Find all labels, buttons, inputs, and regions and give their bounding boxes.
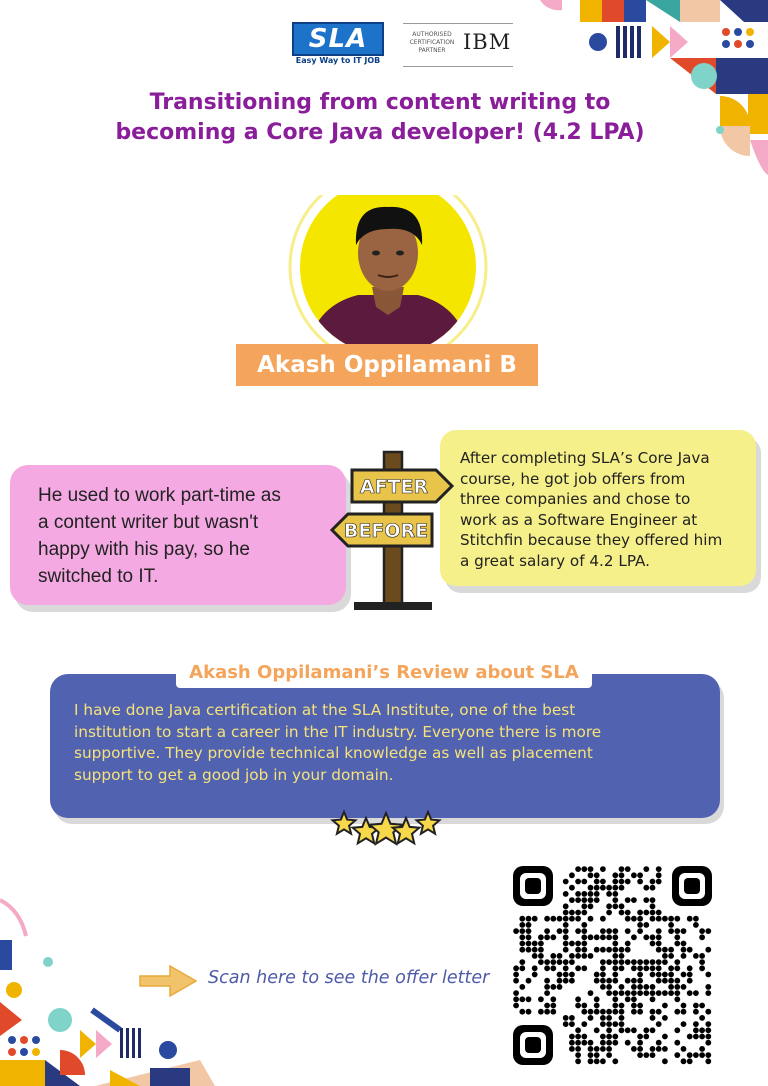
- after-line-2: course, he got job offers from: [460, 469, 686, 488]
- title-line-1: Transitioning from content writing to: [149, 90, 611, 115]
- after-line-4: work as a Software Engineer at: [460, 510, 698, 529]
- signpost-illustration: [328, 448, 456, 614]
- after-line-5: Stitchfin because they offered him: [460, 531, 723, 549]
- sla-logo: [292, 22, 384, 65]
- scan-instruction: Scan here to see the offer letter: [208, 968, 490, 988]
- star-icon: [393, 818, 420, 843]
- profile-photo: [288, 195, 488, 345]
- review-text: [74, 700, 704, 786]
- star-icon: [333, 812, 356, 834]
- before-line-2: a content writer but wasn't: [38, 512, 259, 533]
- review-line-4: support to get a good job in your domain.: [74, 765, 394, 784]
- ibm-certification-text: AUTHORISED CERTIFICATION PARTNER: [409, 31, 455, 54]
- page-title: [60, 88, 700, 148]
- sla-tagline: Easy Way to IT JOB: [295, 56, 381, 65]
- offer-letter-qr-code[interactable]: [509, 862, 716, 1069]
- before-sign-label: BEFORE: [343, 520, 429, 542]
- review-line-2: institution to start a career in the IT industry. Everyone there is more: [74, 722, 602, 741]
- ibm-partner-logo: [403, 23, 513, 67]
- review-title: Akash Oppilamani’s Review about SLA: [189, 662, 579, 683]
- ibm-wordmark: IBM: [463, 30, 512, 54]
- title-line-2: becoming a Core Java developer! (4.2 LPA): [115, 120, 645, 145]
- after-line-3: three companies and chose to: [460, 490, 691, 508]
- before-line-1: He used to work part-time as: [38, 485, 281, 506]
- five-star-rating: [330, 800, 442, 856]
- before-line-3: happy with his pay, so he: [38, 539, 250, 560]
- after-sign-label: AFTER: [359, 476, 429, 498]
- arrow-right-icon: [136, 962, 200, 1000]
- review-line-1: I have done Java certification at the SLA Institute, one of the best: [74, 701, 576, 719]
- star-icon: [417, 812, 440, 834]
- after-line-1: After completing SLA’s Core Java: [460, 449, 710, 467]
- review-line-3: supportive. They provide technical knowledge as well as placement: [74, 744, 593, 762]
- person-name: Akash Oppilamani B: [236, 344, 538, 386]
- before-line-4: switched to IT.: [38, 566, 159, 587]
- after-line-6: a great salary of 4.2 LPA.: [460, 551, 650, 570]
- before-story-text: [38, 482, 330, 590]
- after-story-text: [460, 448, 750, 571]
- sla-logo-text: SLA: [292, 22, 384, 56]
